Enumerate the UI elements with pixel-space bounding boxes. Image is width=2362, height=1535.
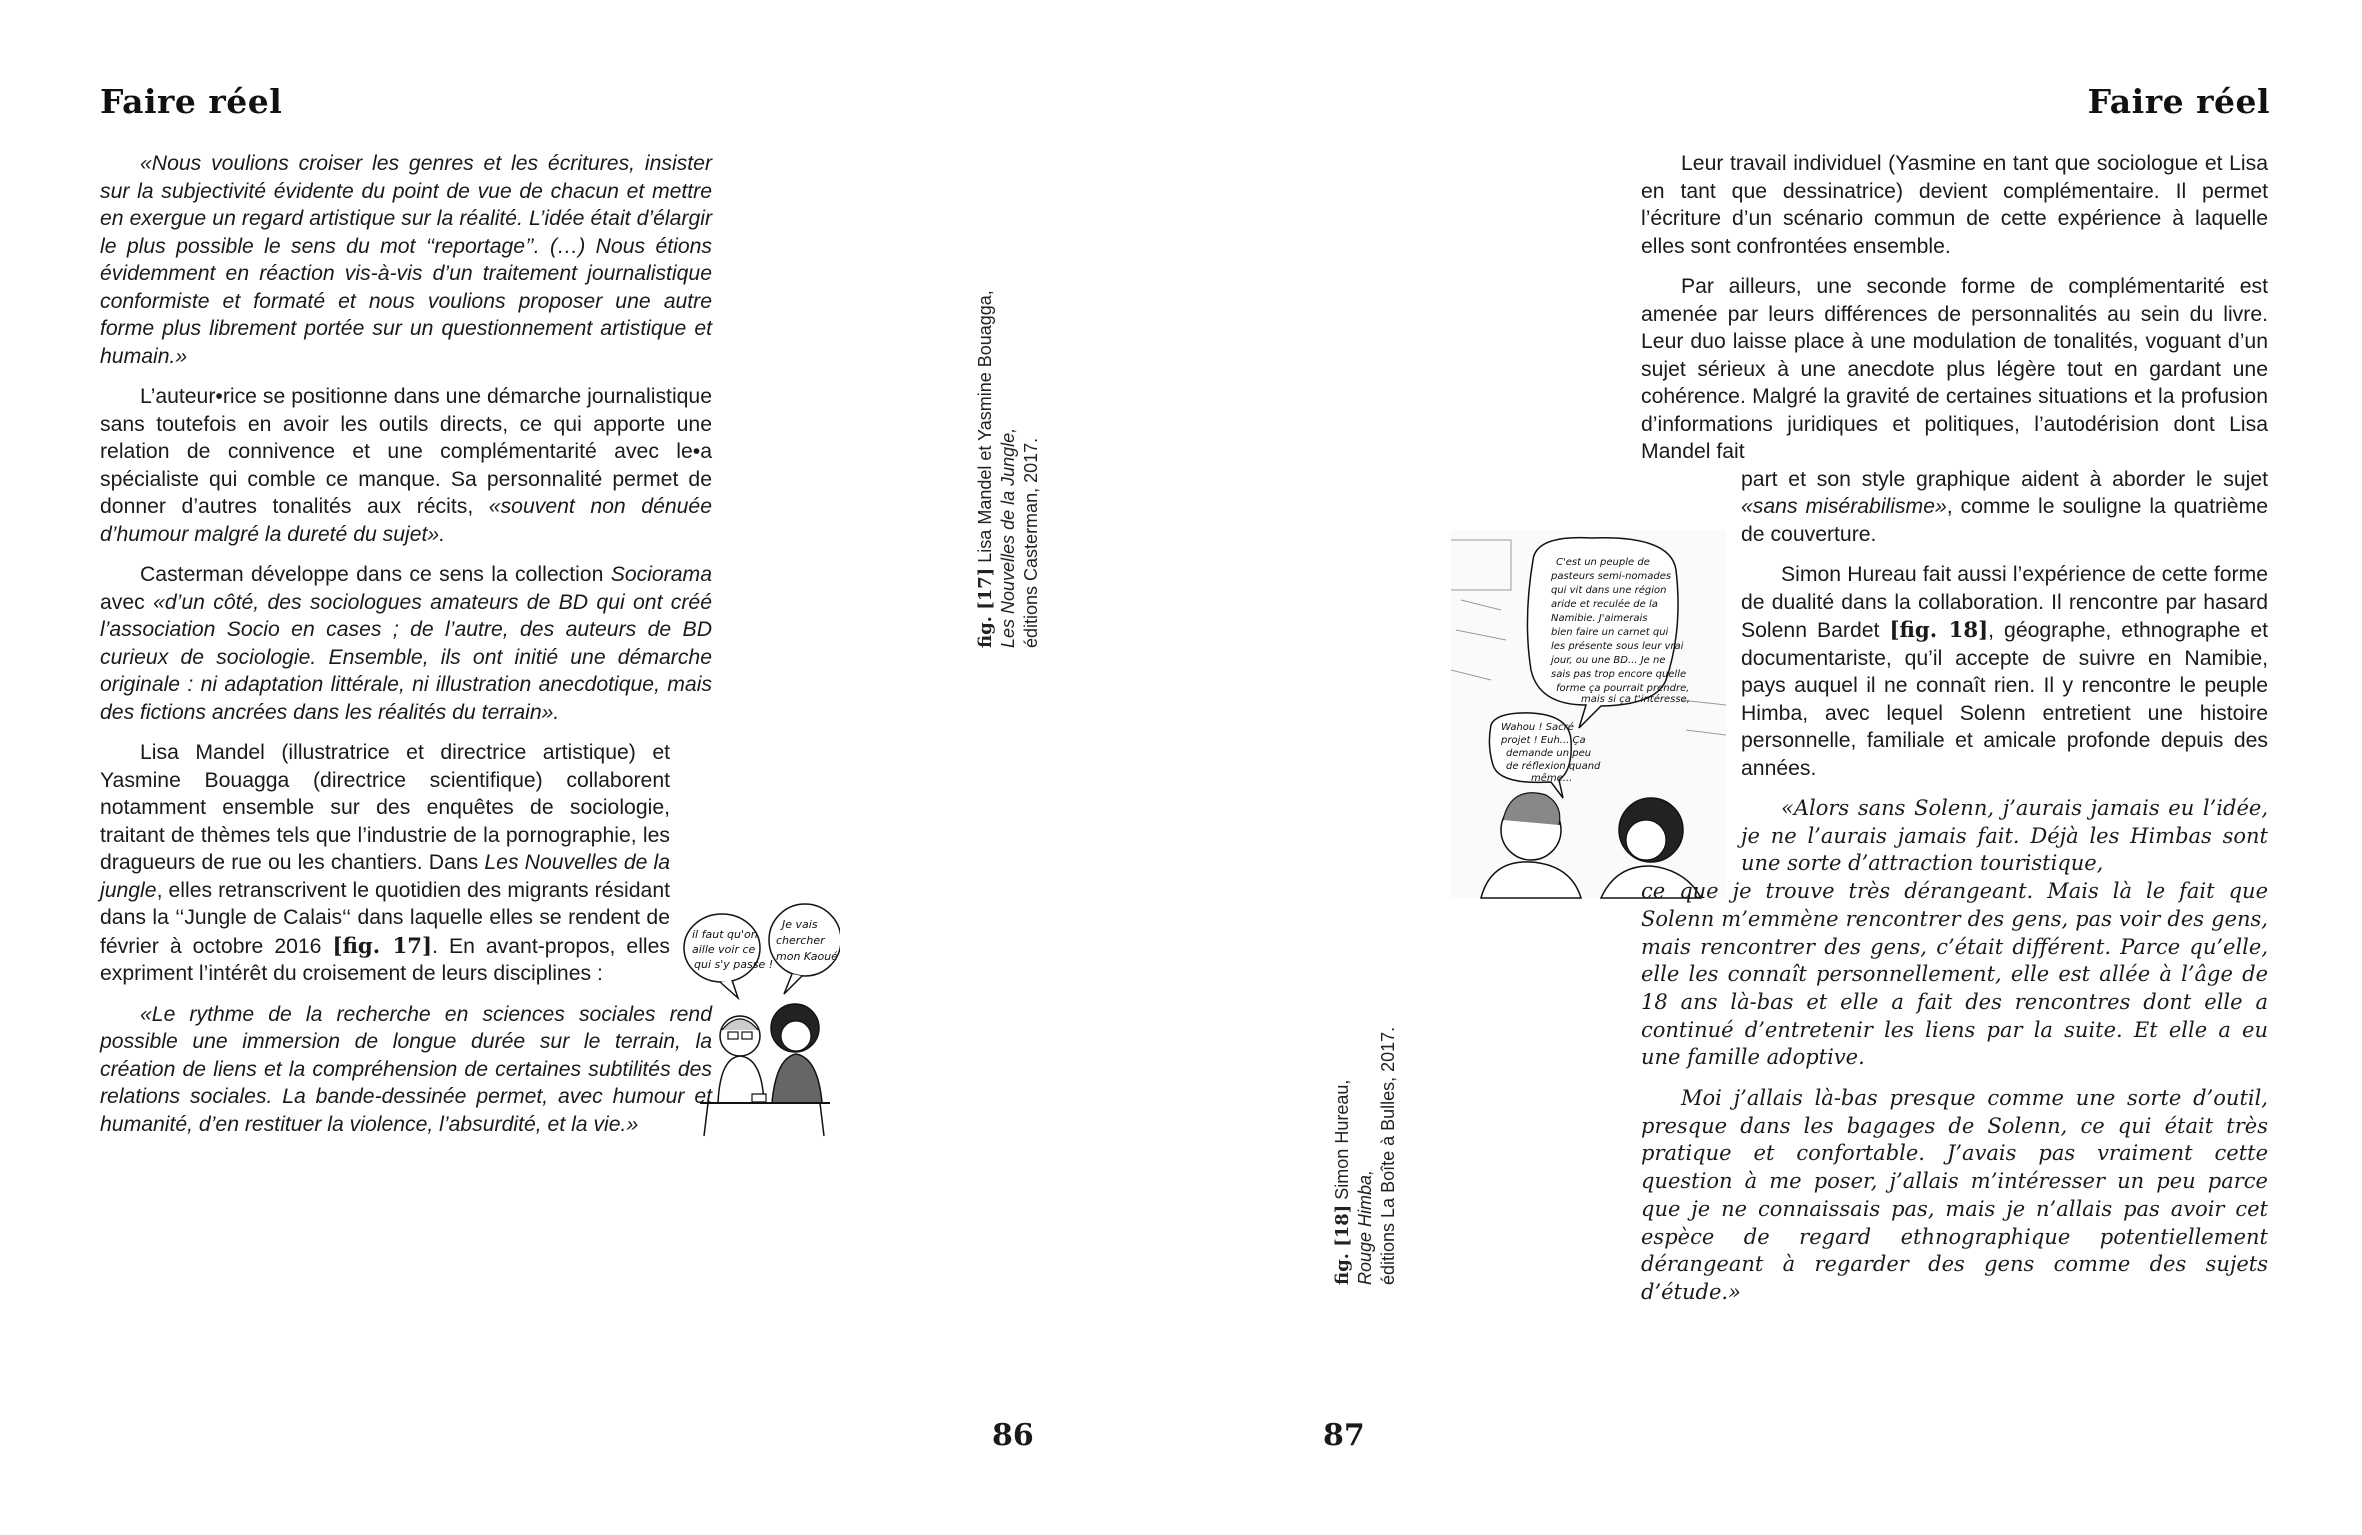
fig-17-caption-line-1	[974, 290, 997, 648]
book-title-jungle: Les Nouvelles de la jungle	[100, 851, 670, 902]
fig-18-label: fig. [18]	[1332, 1204, 1353, 1285]
sociorama-title: Sociorama	[610, 563, 712, 586]
svg-text:jour, ou une BD... Je ne: jour, ou une BD... Je ne	[1551, 655, 1666, 666]
running-header-left: Faire réel	[100, 82, 283, 121]
svg-text:pasteurs semi-nomades: pasteurs semi-nomades	[1551, 571, 1672, 582]
paragraph-3	[100, 561, 712, 726]
paragraph-2-cont	[1741, 466, 2268, 549]
quote-1-start: «Alors sans Solenn, j’aurais jamais eu l’idée, je ne l’aurais jamais fait. Déjà les Himbas sont une sorte d’attraction touristique,	[1741, 796, 2268, 876]
svg-text:mon Kaoué: mon Kaoué	[776, 950, 838, 963]
paragraph-2-quote: «sans misérabilisme»	[1741, 495, 1947, 518]
fig-17-reference: [fig. 17]	[332, 932, 433, 958]
fig-17-title: Les Nouvelles de la Jungle,	[998, 427, 1018, 648]
svg-text:C'est un peuple de: C'est un peuple de	[1556, 557, 1650, 568]
paragraph-3-text: Simon Hureau fait aussi l’expérience de cette forme de dualité dans la collaboration. Il rencontre par hasard Solenn Bardet	[1741, 563, 2268, 642]
paragraph-2	[100, 383, 712, 548]
svg-text:bien faire un carnet qui: bien faire un carnet qui	[1551, 627, 1669, 638]
svg-text:aride et reculée de la: aride et reculée de la	[1551, 599, 1658, 610]
svg-text:forme ça pourrait prendre,: forme ça pourrait prendre,	[1556, 683, 1690, 694]
quote-paragraph-1: «Nous voulions croiser les genres et les écritures, insister sur la subjectivité évidente du point de vue de chacun et mettre en exergue un regard artistique sur la réalité. L’idée était d’élargir le plus possible le sens du mot ‘‘reportage’’. (…) Nous étions évidemment en réaction vis-à-vis d’un traitement journalistique conformiste et formaté et nous voulions proposer une autre forme plus librement portée sur un questionnement artistique et humain.»	[100, 152, 712, 368]
page-number-left: 86	[992, 1418, 1034, 1453]
paragraph-3-text-2: , géographe, ethnographe et documentariste, qu’il accepte de suivre en Namibie, pays auquel il ne connaît rien. Il y rencontre le peuple Himba, avec lequel Solenn entretient une histoire personnelle, familiale et amicale profonde depuis des années.	[1741, 619, 2268, 780]
paragraph-2	[1641, 273, 2268, 466]
left-text-column	[100, 150, 712, 1151]
quote-1-cont: ce que je trouve très dérangeant. Mais là le fait que Solenn m’emmène rencontrer des gens, pas voir des gens, mais rencontrer des gens, c’était différent. Parce qu’elle, elle les connaît personnellement, elle est allée à l’âge de 18 ans là-bas et elle a fait des rencontres dont elle a continué d’entretenir les liens par la suite. Et elle a eu une famille adoptive.	[1641, 879, 2268, 1070]
svg-text:Namibie. J'aimerais: Namibie. J'aimerais	[1551, 613, 1648, 624]
svg-text:de réflexion quand: de réflexion quand	[1506, 761, 1601, 772]
svg-text:sais pas trop encore quelle: sais pas trop encore quelle	[1551, 669, 1687, 680]
paragraph-2-quote: «souvent non dénuée d’humour malgré la dureté du sujet».	[100, 495, 712, 546]
paragraph-3-text: Casterman développe dans ce sens la collection	[140, 563, 611, 586]
paragraph-2-text-2: part et son style graphique aident à aborder le sujet	[1741, 467, 2268, 491]
paragraph-3-quote: «d’un côté, des sociologues amateurs de BD qui ont créé l’association Socio en cases ; de l’autre, des auteurs de BD curieux de sociologie. Ensemble, ils ont initié une démarche originale : ni adaptation littérale, ni illustration anecdotique, mais des fictions ancrées dans les réalités du terrain».	[100, 590, 712, 724]
svg-text:les présente sous leur vrai: les présente sous leur vrai	[1551, 641, 1684, 652]
fig-17-illustration	[680, 898, 870, 1138]
svg-text:projet ! Euh... Ça: projet ! Euh... Ça	[1501, 735, 1586, 746]
svg-text:chercher: chercher	[776, 934, 825, 947]
fig-18-credit: Simon Hureau,	[1332, 1079, 1352, 1205]
svg-text:aille voir ce: aille voir ce	[692, 943, 756, 956]
paragraph-2-text: Par ailleurs, une seconde forme de complémentarité est amenée par leurs différences de personnalités au sein du livre. Leur duo laisse place à une modulation de tonalités, voguant d’un sujet sérieux à une anecdote plus légère tout en gardant une cohérence. Malgré la gravité de certaines situations et la profusion d’informations juridiques et politiques, l’autodérision dont Lisa Mandel fait	[1641, 275, 2268, 463]
fig-17-publisher: éditions Casterman, 2017.	[1021, 437, 1041, 648]
right-page	[1181, 0, 2362, 1535]
svg-text:il faut qu'on: il faut qu'on	[692, 928, 758, 941]
cartoon-two-women-table	[680, 898, 840, 1138]
fig-17-caption	[974, 290, 1043, 648]
fig-18-reference: [fig. 18]	[1889, 617, 1989, 642]
fig-17-credit: Lisa Mandel et Yasmine Bouagga,	[975, 290, 995, 568]
paragraph-2-text-3: , comme le souligne la quatrième de couverture.	[1741, 495, 2268, 546]
svg-text:mais si ça t'intéresse,: mais si ça t'intéresse,	[1581, 694, 1690, 705]
paragraph-4-text-3: . En avant-propos, elles expriment l’intérêt du croisement de leurs disciplines :	[100, 934, 671, 985]
running-header-right: Faire réel	[2087, 82, 2270, 121]
paragraph-1: Leur travail individuel (Yasmine en tant que sociologue et Lisa en tant que dessinatrice) devient complémentaire. Il permet l’écriture d’un scénario commun de cette expérience à laquelle elles sont confrontées ensemble.	[1641, 152, 2268, 258]
svg-text:Je vais: Je vais	[782, 918, 818, 931]
paragraph-2-text: L’auteur•rice se positionne dans une démarche journalistique sans toutefois en avoir les outils directs, ce qui apporte une relation de connivence et une complémentarité avec le•a spécialiste qui comble ce manque. Sa personnalité permet de donner d’autres tonalités aux récits,	[100, 385, 712, 518]
paragraph-3	[1741, 561, 2268, 782]
paragraph-4	[100, 739, 670, 988]
paragraph-4-text: Lisa Mandel (illustratrice et directrice artistique) et Yasmine Bouagga (directrice scientifique) collaborent notamment ensemble sur des enquêtes de sociologie, traitant de thèmes tels que l’industrie de la pornographie, les dragueurs de rue ou les chantiers. Dans	[100, 741, 670, 874]
svg-text:Wahou ! Sacré: Wahou ! Sacré	[1501, 722, 1574, 733]
quote-paragraph-5: «Le rythme de la recherche en sciences sociales rend possible une immersion de longue durée sur le terrain, la création de liens et la compréhension de certaines subtilités des relations sociales. La bande-dessinée permet, avec humour et humanité, d’en restituer la violence, l’absurdité, et la vie.»	[100, 1002, 712, 1136]
paragraph-4-text-2: , elles retranscrivent le quotidien des migrants résidant dans la ‘‘Jungle de Calais‘‘ dans laquelle elles se rendent de février à octobre 2016	[100, 878, 670, 958]
fig-18-title: Rouge Himba,	[1355, 1169, 1375, 1285]
svg-text:qui vit dans une région: qui vit dans une région	[1551, 585, 1667, 596]
paragraph-3-join: avec	[100, 590, 154, 614]
svg-text:demande un peu: demande un peu	[1506, 748, 1592, 759]
fig-17-label: fig. [17]	[975, 567, 996, 648]
svg-text:qui s'y passe !: qui s'y passe !	[694, 958, 774, 971]
right-text-column	[1641, 150, 2268, 1320]
fig-18-caption	[1331, 1027, 1400, 1285]
page-number-right: 87	[1323, 1418, 1365, 1453]
fig-18-publisher: éditions La Boîte à Bulles, 2017.	[1378, 1026, 1398, 1285]
fig-18-caption-line-1	[1331, 1027, 1354, 1285]
quote-2: Moi j’allais là-bas presque comme une sorte d’outil, presque dans les bagages de Solenn, ce qui était très pratique et confortable. J’avais pas vraiment cette question à me poser, j’allais m’intéresser un peu parce que je ne connaissais pas, mais je n’allais pas avoir cet espèce de regard ethnographique potentiellement dérangeant à regarder des gens comme des sujets d’étude.»	[1641, 1086, 2268, 1304]
svg-text:même...: même...	[1531, 773, 1573, 784]
